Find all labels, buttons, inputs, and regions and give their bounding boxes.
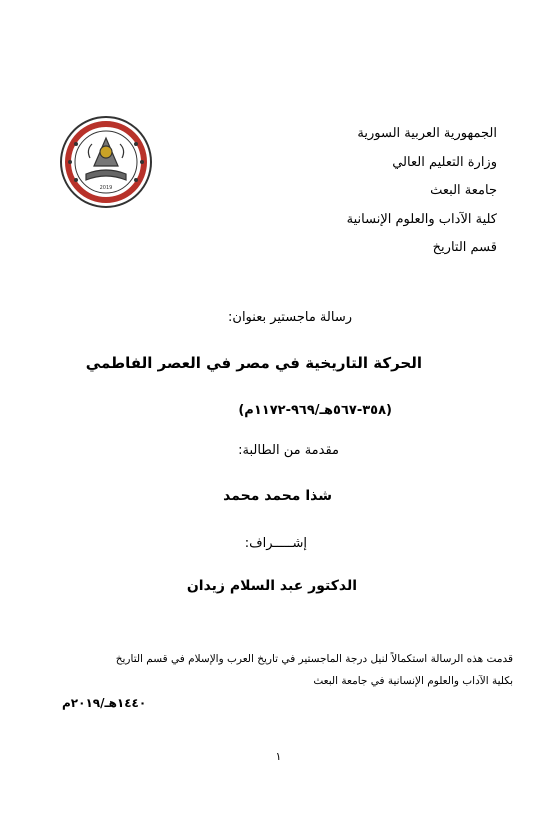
header-line-faculty: كلية الآداب والعلوم الإنسانية — [346, 211, 497, 227]
header-line-country: الجمهورية العربية السورية — [357, 126, 497, 141]
hijri-date: ١٤٤٠هـ/٢٠١٩م — [62, 696, 147, 710]
university-seal-icon — [56, 114, 156, 210]
submission-statement — [53, 648, 513, 692]
thesis-label: رسالة ماجستير بعنوان: — [228, 310, 352, 325]
supervision-label: إشـــــراف: — [244, 536, 307, 551]
ministry-header — [237, 120, 497, 263]
presented-by-label: مقدمة من الطالبة: — [238, 443, 339, 458]
svg-text:2019: 2019 — [99, 185, 113, 191]
thesis-title: الحركة التاريخية في مصر في العصر الفاطمي — [85, 354, 422, 372]
header-line-department: قسم التاريخ — [432, 240, 497, 255]
statement-line-2: بكلية الآداب والعلوم الإنسانية في جامعة البعث — [313, 675, 513, 687]
thesis-dates: (٣٥٨-٥٦٧هـ/٩٦٩-١١٧٢م) — [238, 403, 392, 418]
student-name: شذا محمد محمد — [223, 488, 332, 504]
supervisor-name: الدكتور عبد السلام زيدان — [186, 578, 357, 594]
header-line-university: جامعة البعث — [430, 183, 497, 198]
page-number: ١ — [275, 750, 282, 763]
statement-line-1: قدمت هذه الرسالة استكمالاً لنيل درجة الماجستير في تاريخ العرب والإسلام في قسم التاريخ — [115, 653, 513, 665]
header-line-ministry: وزارة التعليم العالي — [392, 154, 497, 170]
